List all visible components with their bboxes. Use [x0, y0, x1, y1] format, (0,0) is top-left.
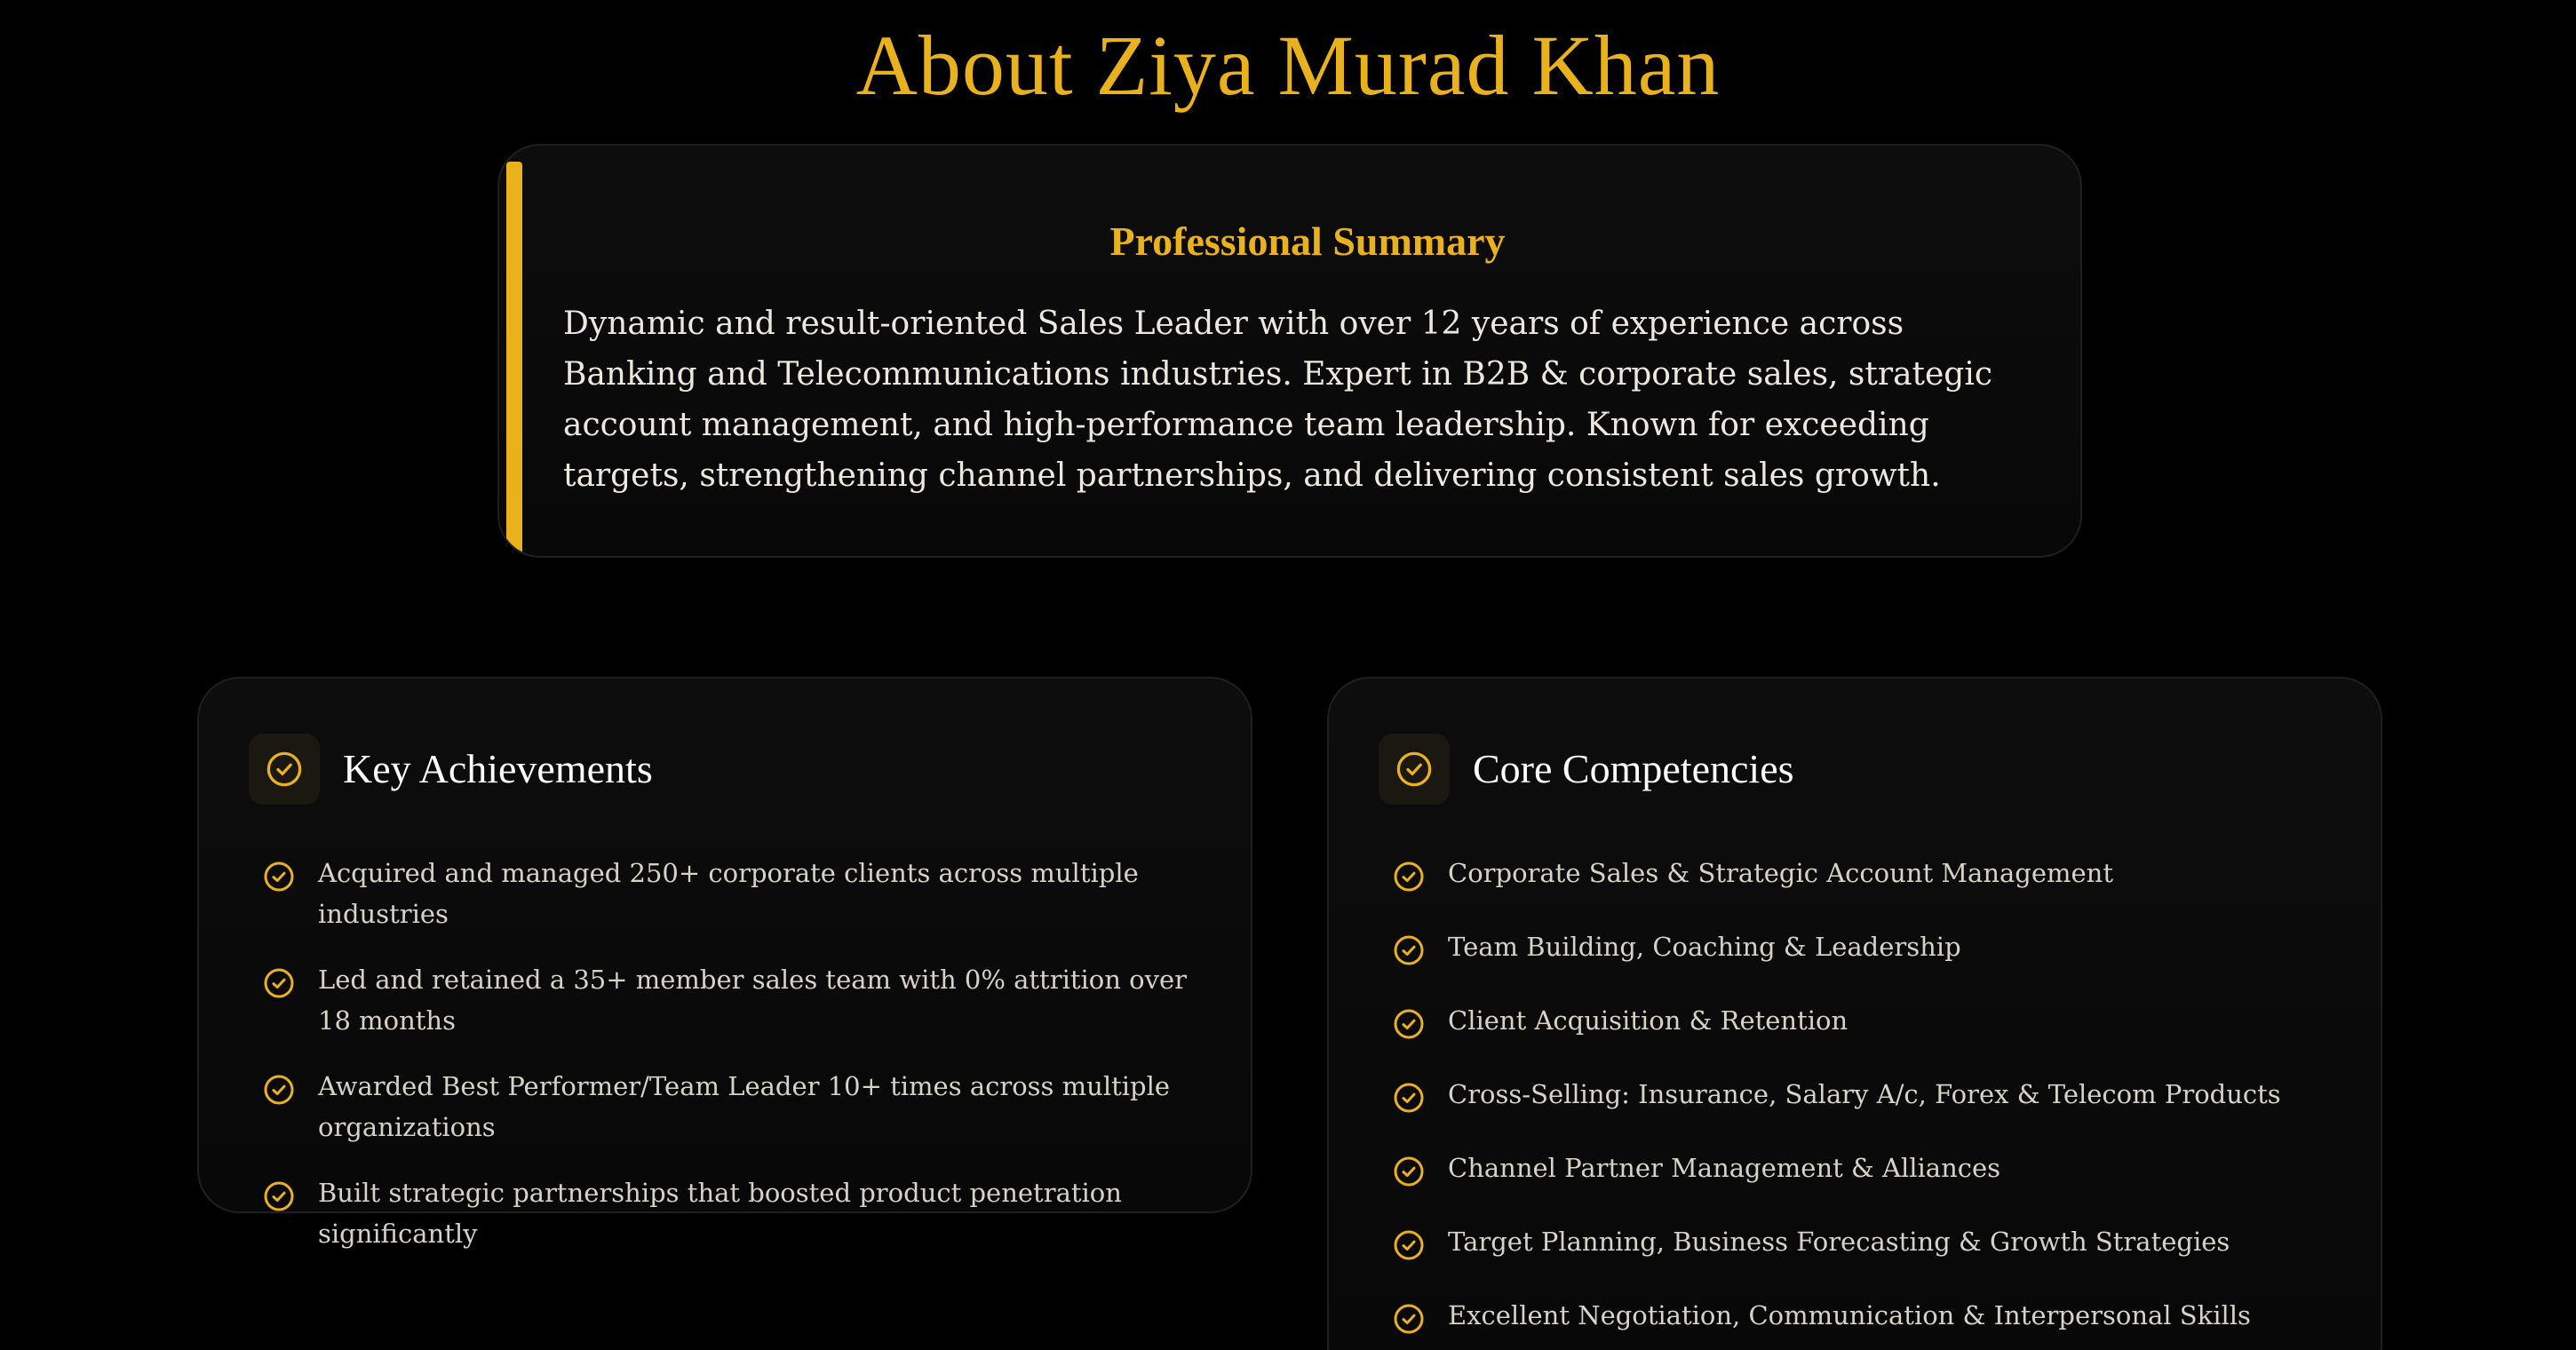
- achievements-badge: [249, 734, 320, 805]
- competency-text: Client Acquisition & Retention: [1448, 1005, 1849, 1036]
- summary-accent-bar: [506, 162, 522, 558]
- competency-text: Excellent Negotiation, Communication & Interpersonal Skills: [1448, 1300, 2251, 1330]
- check-circle-icon: [1393, 1082, 1425, 1114]
- page-title: About Ziya Murad Khan: [855, 18, 1721, 113]
- achievements-header: [249, 732, 653, 806]
- competency-item: [1393, 926, 2345, 967]
- achievement-item: [263, 853, 1215, 934]
- check-circle-icon: [1395, 750, 1434, 789]
- competency-item: [1393, 1148, 2345, 1188]
- check-circle-icon: [265, 750, 304, 789]
- competency-text: Channel Partner Management & Alliances: [1448, 1153, 2001, 1183]
- competencies-badge: [1379, 734, 1450, 805]
- competencies-list: [1393, 853, 2345, 1350]
- competency-item: [1393, 853, 2345, 893]
- competency-item: [1393, 1221, 2345, 1262]
- competencies-title: Core Competencies: [1473, 746, 1794, 791]
- check-circle-icon: [1393, 1303, 1425, 1335]
- achievement-text: Awarded Best Performer/Team Leader 10+ times across multiple organizations: [318, 1071, 1171, 1142]
- competency-text: Target Planning, Business Forecasting & Growth Strategies: [1448, 1227, 2230, 1257]
- check-circle-icon: [1393, 861, 1425, 893]
- professional-summary-card: [497, 144, 2082, 558]
- competency-item: [1393, 1074, 2345, 1115]
- competency-text: Team Building, Coaching & Leadership: [1448, 932, 1961, 962]
- achievement-item: [263, 959, 1215, 1041]
- achievements-list: [263, 853, 1215, 1279]
- competency-item: [1393, 1000, 2345, 1041]
- achievement-item: [263, 1066, 1215, 1148]
- key-achievements-card: [197, 677, 1252, 1249]
- summary-text: Dynamic and result-oriented Sales Leader with over 12 years of experience across Banking and Telecommunications industries. Expert in B2B & corporate sales, strategic account management, and high-performance team leadership. Known for exceeding targets, strengthening channel partnerships, and delivering consistent sales growth.: [563, 306, 1993, 494]
- competency-item: [1393, 1295, 2345, 1336]
- competency-text: Cross-Selling: Insurance, Salary A/c, Forex & Telecom Products: [1448, 1079, 2281, 1109]
- achievements-title: Key Achievements: [343, 746, 653, 791]
- check-circle-icon: [263, 1180, 295, 1212]
- check-circle-icon: [1393, 934, 1425, 966]
- achievement-text: Built strategic partnerships that boosted product penetration significantly: [318, 1178, 1122, 1249]
- check-circle-icon: [263, 967, 295, 999]
- achievement-item: [263, 1172, 1215, 1254]
- achievement-text: Acquired and managed 250+ corporate clients across multiple industries: [318, 858, 1139, 929]
- check-circle-icon: [263, 1074, 295, 1106]
- check-circle-icon: [263, 861, 295, 893]
- check-circle-icon: [1393, 1155, 1425, 1187]
- summary-heading: Professional Summary: [1109, 218, 1506, 264]
- check-circle-icon: [1393, 1008, 1425, 1040]
- check-circle-icon: [1393, 1229, 1425, 1261]
- core-competencies-card: [1327, 677, 2382, 1350]
- competency-text: Corporate Sales & Strategic Account Management: [1448, 858, 2114, 888]
- achievement-text: Led and retained a 35+ member sales team with 0% attrition over 18 months: [318, 965, 1187, 1036]
- competencies-header: [1379, 732, 1794, 806]
